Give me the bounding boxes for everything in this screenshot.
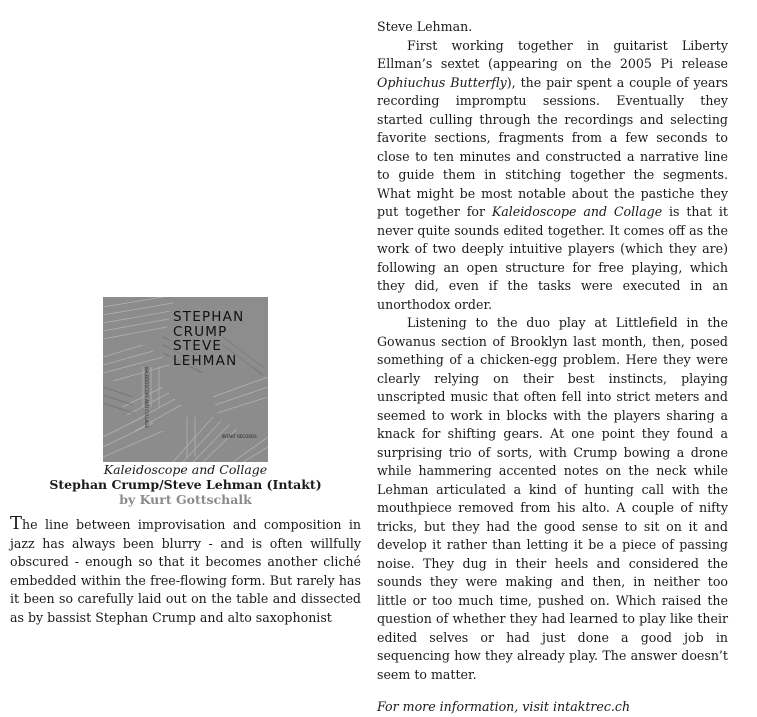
album-cover: [103, 297, 268, 462]
cover-title-line: STEVE: [173, 338, 223, 354]
paragraph-1: [377, 37, 728, 315]
paragraph-1-text: First working together in guitarist Liberty Ellman’s sextet (appearing on the 2005 Pi release: [377, 37, 728, 71]
cover-title-line: CRUMP: [173, 323, 228, 340]
caption-byline: by Kurt Gottschalk: [119, 492, 252, 507]
album-caption: [10, 462, 361, 507]
cover-title: [173, 310, 265, 368]
more-info-line: For more information, visit intaktrec.ch: [377, 699, 631, 714]
paragraph-1-text: is that it never quite sounds edited together. It comes off as the work of two deeply intuitive players (which they are) following an open structure for free playing, which they did, even if the tasks were executed in an unorthodox order.: [377, 204, 728, 312]
caption-artists: Stephan Crump/Steve Lehman (Intakt): [49, 477, 322, 492]
album-reference: Kaleidoscope and Collage: [491, 204, 663, 219]
cover-title-line: LEHMAN: [173, 352, 238, 369]
right-column: [377, 18, 728, 717]
cover-label: INTAKT RECORDS: [222, 434, 257, 439]
album-reference: Ophiuchus Butterfly: [377, 74, 507, 90]
drop-cap: T: [10, 513, 23, 534]
cover-title-line: STEPHAN: [173, 309, 245, 325]
left-column: [10, 0, 361, 632]
paragraph-2: Listening to the duo play at Littlefield in the Gowanus section of Brooklyn last month, then, posed something of a chicken-egg problem. Here they were clearly relying on their best instincts, playing unscripted music that often fell into strict meters and seemed to work in blocks with the players sharing a knack for shifting gears. At one point they found a surprising trio of sorts, with Crump bowing a drone while hammering accented notes on the neck while Lehman articulated a kind of hunting call with the mouthpiece removed from his alto. A couple of nifty tricks, but they had the good sense to sit on it and develop it rather than letting it be a piece of passing noise. They dug in their heels and considered the sounds they were making and then, in neither too little or too much time, pushed on. Which raised the question of whether they had learned to play like their edited selves or had just done a good job in sequencing how they already play. The answer doesn’t seem to matter.: [377, 315, 728, 682]
lead-text: he line between improvisation and composition in jazz has always been blurry - and is often willfully obscured - enough so that it becomes another cliché embedded within the free-flowing form. But rarely has it been so carefully laid out on the table and dissected as by bassist Stephan Crump and alto saxophonist: [10, 517, 361, 625]
paragraph-1-text: ), the pair spent a couple of years recording impromptu sessions. Eventually they started culling through the recordings and selecting favorite sections, fragments from a few seconds to close to ten minutes and constructed a narrative line to guide them in stitching together the segments. What might be most notable about the pastiche they put together for: [377, 74, 728, 219]
lead-paragraph: [10, 513, 361, 627]
continued-line: Steve Lehman.: [377, 19, 473, 34]
cover-vertical-text: KALEIDOSCOPE AND COLLAGE: [144, 367, 149, 429]
caption-album-title: Kaleidoscope and Collage: [103, 462, 268, 477]
